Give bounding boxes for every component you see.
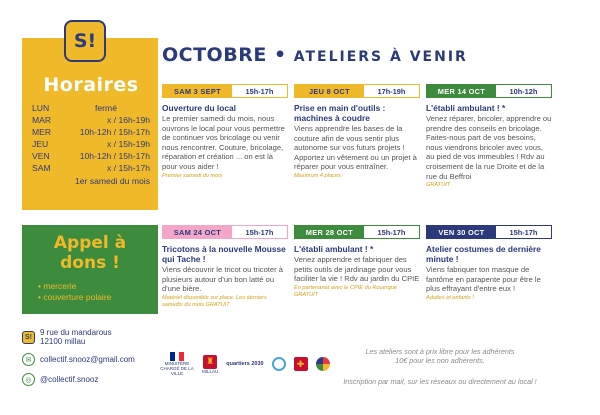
hours-value: x / 16h-19h bbox=[107, 115, 150, 126]
occitanie-cross-icon: ✚ bbox=[294, 357, 308, 371]
donation-item: • couverture polaire bbox=[32, 292, 148, 303]
event-card bbox=[426, 225, 552, 302]
event-date: MER 28 OCT bbox=[295, 226, 364, 238]
event-time: 15h-17h bbox=[364, 226, 419, 238]
event-note: GRATUIT bbox=[426, 182, 451, 189]
page-title bbox=[162, 44, 468, 66]
hours-day: SAM bbox=[32, 163, 51, 174]
event-time: 10h-12h bbox=[496, 85, 551, 97]
instagram-icon: ◎ bbox=[22, 373, 35, 386]
event-card bbox=[426, 84, 552, 189]
hours-day: MAR bbox=[32, 115, 52, 126]
ministere-logo bbox=[160, 352, 194, 376]
hours-title: Horaires bbox=[43, 74, 139, 96]
pricing-line-1: Les ateliers sont à prix libre pour les adhérents bbox=[365, 347, 515, 356]
hours-value: 10h-12h / 15h-17h bbox=[79, 127, 150, 138]
event-card bbox=[294, 225, 420, 299]
event-date: SAM 3 SEPT bbox=[163, 85, 232, 97]
event-date: MER 14 OCT bbox=[427, 85, 496, 97]
event-header bbox=[162, 225, 288, 239]
event-time: 17h-19h bbox=[364, 85, 419, 97]
donation-item: • mercerie bbox=[32, 281, 148, 292]
event-note: Premier samedi du mois bbox=[162, 172, 223, 179]
colorful-logo-icon bbox=[316, 357, 330, 371]
event-title: Prise en main d'outils : machines à coudre bbox=[294, 103, 386, 123]
millau-label: MILLAU bbox=[202, 368, 219, 374]
event-title: L'établi ambulant ! * bbox=[294, 244, 374, 254]
event-note: Adultes et enfants ! bbox=[426, 294, 474, 301]
event-time: 15h-17h bbox=[496, 226, 551, 238]
event-card bbox=[162, 84, 288, 180]
social-handle[interactable]: @collectif.snooz bbox=[40, 375, 99, 384]
event-date: SAM 24 OCT bbox=[163, 226, 232, 238]
contact-address bbox=[22, 328, 162, 346]
quartiers-label: quartiers 2030 bbox=[226, 360, 264, 367]
event-header bbox=[162, 84, 288, 98]
hours-panel bbox=[22, 38, 158, 210]
hours-value: x / 15h-17h bbox=[107, 163, 150, 174]
event-title: L'établi ambulant ! * bbox=[426, 103, 506, 113]
quartiers-logo bbox=[226, 362, 263, 367]
snooz-logo: S! bbox=[64, 20, 106, 62]
hours-row-mer bbox=[32, 126, 150, 138]
hours-row-lun bbox=[32, 102, 150, 114]
hours-value: fermé bbox=[95, 103, 117, 113]
hours-row-ven bbox=[32, 150, 150, 162]
hours-row-mar bbox=[32, 114, 150, 126]
email-text[interactable]: collectif.snooz@gmail.com bbox=[40, 355, 135, 364]
ring-partner-logo bbox=[272, 357, 286, 371]
donation-title: Appel à dons ! bbox=[53, 233, 127, 273]
title-subtitle: ATELIERS À VENIR bbox=[293, 49, 468, 65]
mail-icon: ✉ bbox=[22, 353, 35, 366]
event-note: Maximum 4 places bbox=[294, 172, 341, 179]
millau-logo bbox=[202, 355, 218, 374]
donation-list bbox=[32, 281, 148, 303]
address-line-2: 12100 millau bbox=[40, 337, 86, 346]
hours-value: 10h-12h / 15h-17h bbox=[79, 151, 150, 162]
hours-day: VEN bbox=[32, 151, 50, 162]
hours-note: 1er samedi du mois bbox=[75, 175, 150, 186]
french-flag-icon bbox=[170, 352, 184, 361]
event-description: Viens fabriquer ton masque de fantôme en parapente pour être le plus effrayant d'entre eux ! bbox=[426, 265, 541, 294]
event-header bbox=[294, 84, 420, 98]
hours-value: x / 15h-19h bbox=[107, 139, 150, 150]
event-time: 15h-17h bbox=[232, 226, 287, 238]
event-date: VEN 30 OCT bbox=[427, 226, 496, 238]
donation-panel bbox=[22, 225, 158, 314]
event-header bbox=[426, 225, 552, 239]
ring-logo-icon bbox=[272, 357, 286, 371]
event-header bbox=[294, 225, 420, 239]
occitanie-logo bbox=[294, 357, 308, 371]
title-separator: • bbox=[273, 44, 287, 66]
event-description: Le premier samedi du mois, nous ouvrons le local pour vous permettre de continuer vos bricolage ou venir nous rencontrer. Couture, bricolage, réparation et création ... on est là pour vous aider ! bbox=[162, 114, 285, 171]
color-partner-logo bbox=[316, 357, 330, 371]
event-time: 15h-17h bbox=[232, 85, 287, 97]
hours-row-jeu bbox=[32, 138, 150, 150]
partner-logos bbox=[160, 352, 330, 376]
event-title: Tricotons à la nouvelle Mousse qui Tache ! bbox=[162, 244, 286, 264]
snooz-small-logo-icon: S! bbox=[22, 331, 35, 344]
address-line-1: 9 rue du mandarous bbox=[40, 328, 112, 337]
title-month: OCTOBRE bbox=[162, 44, 267, 66]
event-note: En partenariat avec le CPIE du Rouergue GRATUIT bbox=[294, 284, 397, 298]
signup-note: Inscription par mail, sur les réseaux ou directement au local ! bbox=[343, 377, 537, 386]
event-title: Atelier costumes de dernière minute ! bbox=[426, 244, 541, 264]
event-card bbox=[162, 225, 288, 309]
ministere-label: MINISTÈRE CHARGÉ DE LA VILLE bbox=[160, 361, 194, 376]
event-description: Viens découvrir le tricot ou tricoter à plusieurs autour d'un bon latté ou d'une bière. bbox=[162, 265, 283, 294]
event-header bbox=[426, 84, 552, 98]
millau-shield-icon: ♜ bbox=[203, 355, 217, 369]
hours-row-sam bbox=[32, 162, 150, 174]
pricing-note bbox=[300, 347, 580, 365]
contact-social[interactable] bbox=[22, 373, 162, 386]
event-description: Viens apprendre les bases de la couture afin de vous sentir plus autonome sur vos futurs projets ! Apportez un vêtement ou un projet à réparer pour vous entraîner. bbox=[294, 124, 417, 172]
hours-day: LUN bbox=[32, 103, 50, 113]
event-description: Venez réparer, bricoler, apprendre ou prendre des conseils en bricolage. Faites-nous part de vos besoins, nous viendrons bricoler avec vous, au pied de vos immeubles ! Rdv au croisement de la rue Droite et de la rue du Beffroi bbox=[426, 114, 552, 181]
event-note: Matériel disponible sur place. Les derniers samedis du mois GRATUIT bbox=[162, 294, 267, 308]
pricing-line-2: 10€ pour les non adhérents. bbox=[395, 356, 485, 365]
hours-day: MER bbox=[32, 127, 52, 138]
event-date: JEU 8 OCT bbox=[295, 85, 364, 97]
event-title: Ouverture du local bbox=[162, 103, 236, 113]
event-description: Venez apprendre et fabriquer des petits outils de jardinage pour vous faciliter la vie ! Rdv au jardin du CPIE bbox=[294, 255, 420, 284]
hours-day: JEU bbox=[32, 139, 49, 150]
contact-block bbox=[22, 328, 162, 393]
contact-email[interactable] bbox=[22, 353, 162, 366]
event-card bbox=[294, 84, 420, 180]
